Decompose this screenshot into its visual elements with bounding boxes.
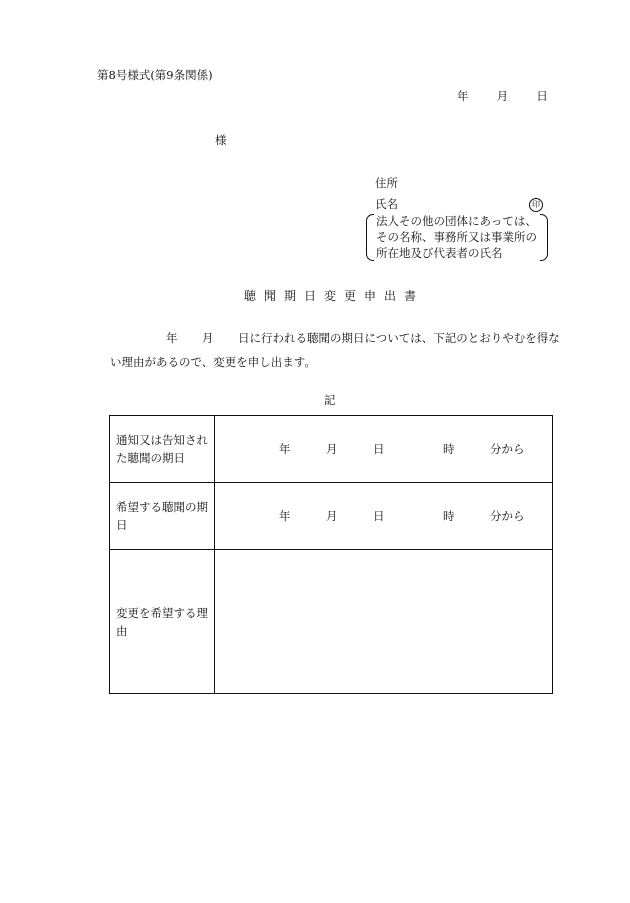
dt-day: 日 bbox=[373, 442, 385, 456]
request-table bbox=[109, 415, 553, 694]
dt-year: 年 bbox=[279, 442, 291, 456]
dt-month: 月 bbox=[326, 442, 338, 456]
table-row bbox=[110, 483, 553, 550]
corporation-note-text bbox=[376, 213, 537, 261]
right-bracket bbox=[540, 214, 548, 261]
corp-note-line: 法人その他の団体にあっては、 bbox=[376, 214, 537, 228]
body-line-1 bbox=[110, 326, 580, 350]
desired-date-field[interactable] bbox=[215, 483, 553, 550]
body-line-2: い理由があるので、変更を申し出ます。 bbox=[110, 355, 316, 369]
address-label: 住所 bbox=[375, 176, 398, 190]
date-month: 月 bbox=[496, 89, 509, 103]
left-bracket bbox=[366, 214, 374, 261]
dt-hour: 時 bbox=[443, 442, 455, 456]
dt-hour: 時 bbox=[443, 509, 455, 523]
row-label-notified-date: 通知又は告知された聴聞の期日 bbox=[110, 416, 215, 483]
applicant-block bbox=[375, 173, 545, 260]
submission-date bbox=[457, 88, 548, 104]
body-month: 月 bbox=[202, 331, 214, 345]
dt-minute: 分から bbox=[490, 442, 525, 456]
dt-month: 月 bbox=[326, 509, 338, 523]
date-year: 年 bbox=[457, 89, 469, 103]
row-label-reason: 変更を希望する理由 bbox=[110, 550, 215, 694]
name-line bbox=[375, 194, 545, 215]
ki-heading: 記 bbox=[324, 393, 336, 407]
form-number: 第8号様式(第9条関係) bbox=[97, 68, 213, 82]
dt-minute: 分から bbox=[490, 509, 525, 523]
name-label: 氏名 bbox=[375, 197, 398, 211]
body-line-1-rest: 日に行われる聴聞の期日については、下記のとおりやむを得な bbox=[238, 331, 560, 345]
body-text bbox=[110, 326, 580, 374]
document-title: 聴聞期日変更申出書 bbox=[244, 289, 425, 303]
notified-date-field[interactable] bbox=[215, 416, 553, 483]
dt-day: 日 bbox=[373, 509, 385, 523]
date-day: 日 bbox=[536, 89, 548, 103]
dt-year: 年 bbox=[279, 509, 291, 523]
corporation-note bbox=[366, 213, 548, 261]
table-row bbox=[110, 550, 553, 694]
corp-note-line: その名称、事務所又は事業所の bbox=[376, 230, 537, 244]
corp-note-line: 所在地及び代表者の氏名 bbox=[376, 246, 503, 260]
seal-mark: 印 bbox=[529, 198, 543, 212]
addressee-suffix: 様 bbox=[215, 133, 227, 147]
table-row bbox=[110, 416, 553, 483]
row-label-desired-date: 希望する聴聞の期日 bbox=[110, 483, 215, 550]
reason-field[interactable] bbox=[215, 550, 553, 694]
body-year: 年 bbox=[166, 331, 178, 345]
